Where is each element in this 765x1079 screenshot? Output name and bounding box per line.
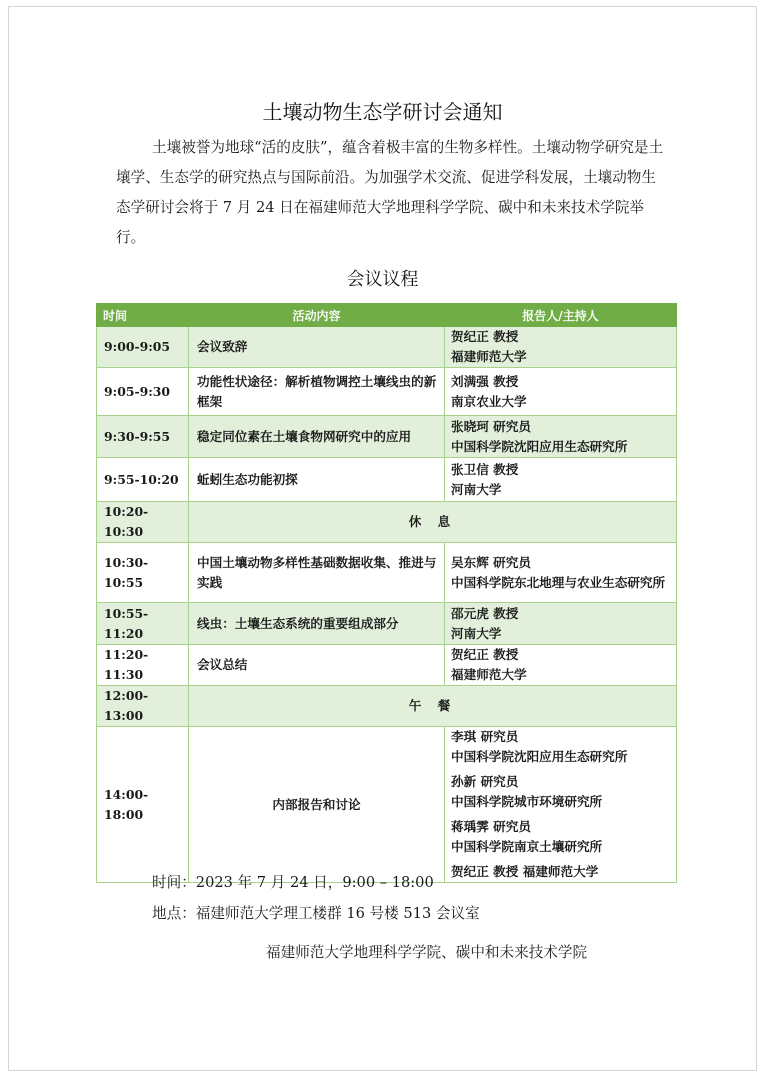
time-cell: 14:00-18:00 — [97, 727, 189, 883]
speaker-name: 刘满强 教授 — [451, 373, 519, 389]
speaker-name: 孙新 研究员 — [451, 774, 519, 789]
speaker-cell — [445, 368, 677, 416]
time-cell: 11:20-11:30 — [97, 645, 189, 686]
organizer: 福建师范大学地理科学学院、碳中和未来技术学院 — [266, 944, 588, 961]
activity-cell: 会议致辞 — [189, 327, 445, 368]
speaker-affiliation: 中国科学院沈阳应用生态研究所 — [451, 749, 628, 764]
speaker-name: 贺纪正 教授 — [451, 329, 519, 344]
speaker-entry — [451, 772, 670, 812]
break-cell: 休 息 — [189, 502, 677, 543]
table-row — [97, 502, 677, 543]
time-cell: 9:00-9:05 — [97, 327, 189, 368]
header-time: 时间 — [97, 304, 189, 327]
notice-title: 土壤动物生态学研讨会通知 — [262, 100, 503, 124]
speaker-affiliation: 河南大学 — [451, 481, 502, 497]
time-cell: 9:55-10:20 — [97, 458, 189, 502]
speaker-affiliation: 中国科学院东北地理与农业生态研究所 — [451, 574, 666, 590]
intro-paragraph: 土壤被誉为地球“活的皮肤”，蕴含着极丰富的生物多样性。土壤动物学研究是土壤学、生态学的研究热点与国际前沿。为加强学术交流、促进学科发展，土壤动物生态学研讨会将于 7 月 24 日在福建师范大学地理科学学院、碳中和未来技术学院举行。 — [116, 139, 664, 246]
speaker-name: 贺纪正 教授 福建师范大学 — [451, 864, 599, 879]
time-cell: 10:30-10:55 — [97, 543, 189, 603]
table-row — [97, 416, 677, 458]
speaker-entry — [451, 817, 670, 857]
meeting-place: 地点：福建师范大学理工楼群 16 号楼 513 会议室 — [152, 905, 480, 922]
table-row — [97, 603, 677, 645]
table-row — [97, 543, 677, 603]
speaker-name: 张晓珂 研究员 — [451, 418, 531, 434]
header-speaker: 报告人/主持人 — [445, 304, 677, 327]
speaker-entry — [451, 862, 670, 882]
table-header-row — [97, 304, 677, 327]
table-row — [97, 458, 677, 502]
break-cell: 午 餐 — [189, 686, 677, 727]
time-cell: 12:00-13:00 — [97, 686, 189, 727]
speaker-name: 蒋瑀霁 研究员 — [451, 819, 531, 834]
speaker-cell — [445, 727, 677, 883]
speaker-entry — [451, 727, 670, 767]
speaker-cell — [445, 645, 677, 686]
table-row — [97, 727, 677, 883]
speaker-cell — [445, 603, 677, 645]
activity-cell: 会议总结 — [189, 645, 445, 686]
speaker-name: 吴东辉 研究员 — [451, 554, 531, 570]
time-cell: 9:30-9:55 — [97, 416, 189, 458]
time-cell: 10:20-10:30 — [97, 502, 189, 543]
time-cell: 10:55-11:20 — [97, 603, 189, 645]
activity-cell: 功能性状途径：解析植物调控土壤线虫的新框架 — [189, 368, 445, 416]
speaker-affiliation: 中国科学院沈阳应用生态研究所 — [451, 438, 628, 454]
activity-cell: 中国土壤动物多样性基础数据收集、推进与实践 — [189, 543, 445, 603]
speaker-cell — [445, 458, 677, 502]
speaker-affiliation: 福建师范大学 — [451, 667, 527, 682]
table-row — [97, 327, 677, 368]
activity-cell: 蚯蚓生态功能初探 — [189, 458, 445, 502]
header-activity: 活动内容 — [189, 304, 445, 327]
speaker-cell — [445, 327, 677, 368]
speaker-cell — [445, 543, 677, 603]
speaker-affiliation: 福建师范大学 — [451, 349, 527, 364]
speaker-name: 贺纪正 教授 — [451, 647, 519, 662]
speaker-name: 李琪 研究员 — [451, 729, 519, 744]
activity-cell: 稳定同位素在土壤食物网研究中的应用 — [189, 416, 445, 458]
speaker-affiliation: 中国科学院城市环境研究所 — [451, 794, 603, 809]
speaker-affiliation: 河南大学 — [451, 625, 502, 641]
speaker-cell — [445, 416, 677, 458]
table-row — [97, 645, 677, 686]
activity-cell: 内部报告和讨论 — [189, 727, 445, 883]
speaker-affiliation: 南京农业大学 — [451, 393, 527, 409]
speaker-affiliation: 中国科学院南京土壤研究所 — [451, 839, 603, 854]
speaker-name: 张卫信 教授 — [451, 461, 519, 477]
agenda-title: 会议议程 — [346, 269, 419, 290]
speaker-name: 邵元虎 教授 — [451, 605, 519, 621]
activity-cell: 线虫：土壤生态系统的重要组成部分 — [189, 603, 445, 645]
table-row — [97, 686, 677, 727]
meeting-time: 时间：2023 年 7 月 24 日，9:00 – 18:00 — [152, 874, 434, 891]
time-cell: 9:05-9:30 — [97, 368, 189, 416]
table-row — [97, 368, 677, 416]
agenda-table — [96, 303, 677, 883]
